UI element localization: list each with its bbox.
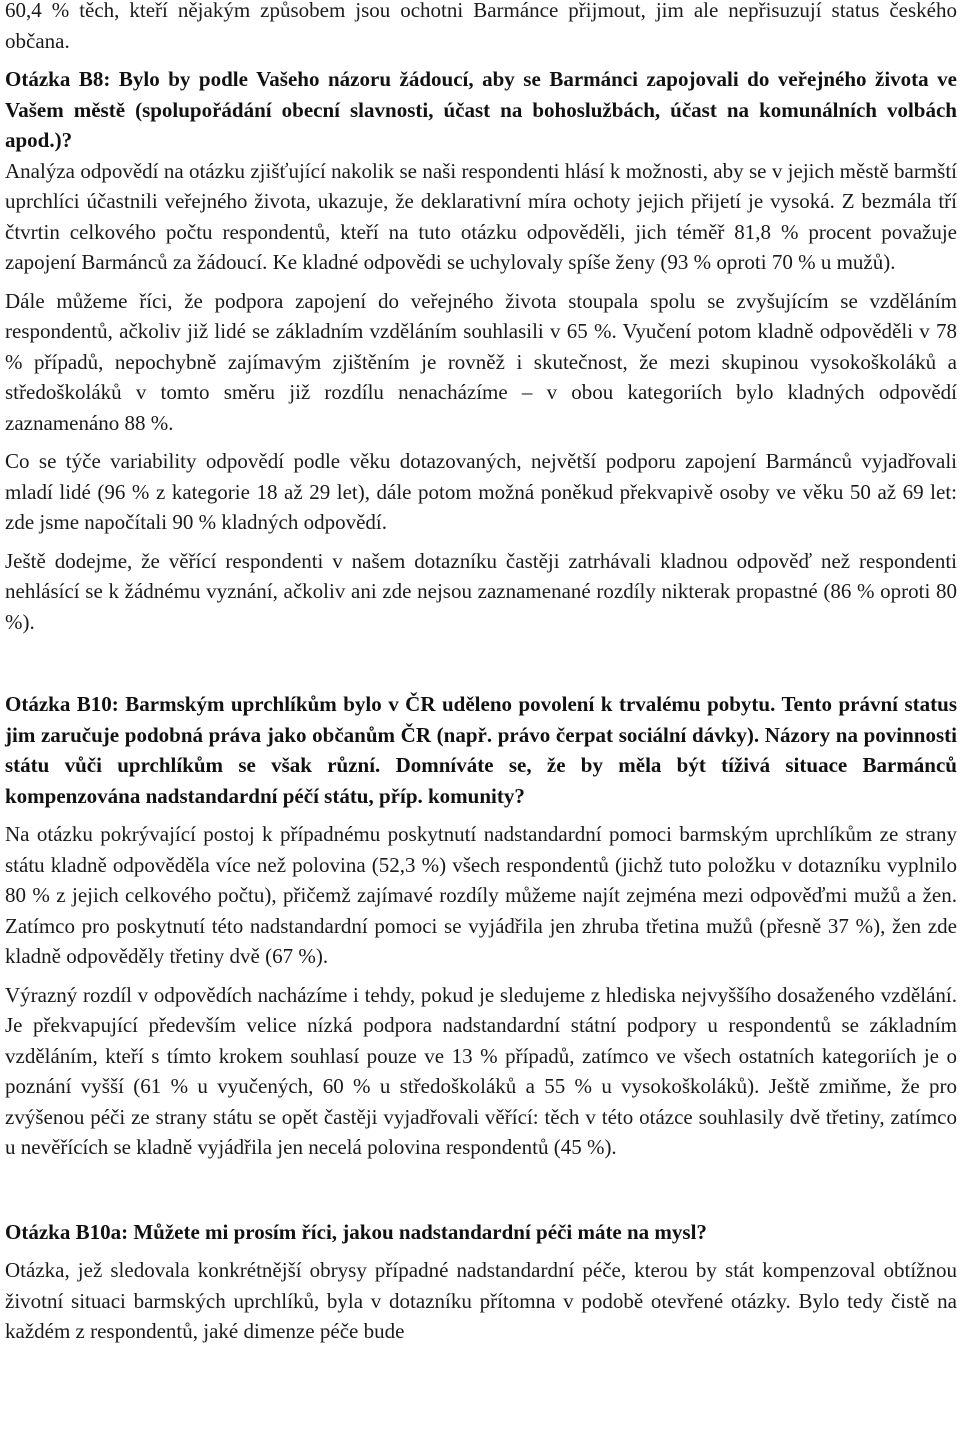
b8-paragraph-2: Dále můžeme říci, že podpora zapojení do veřejného života stoupala spolu se zvyšujícím se vzděláním respondentů, ačkoliv již lidé se základním vzděláním souhlasili v 65 %. Vyučení potom kladně odpověděli v 78 % případů, nepochybně zajímavým zjištěním je rovněž i skutečnost, že mezi skupinou vysokoškoláků a středoškoláků v tomto směru již rozdílu nenacházíme – v obou kategoriích bylo kladných odpovědí zaznamenáno 88 %. <box>5 288 957 435</box>
b8-paragraph-1: Analýza odpovědí na otázku zjišťující nakolik se naši respondenti hlásí k možnosti, aby se v jejich městě barmští uprchlíci účastnili veřejného života, ukazuje, že deklarativní míra ochoty jejich přijetí je vysoká. Z bezmála tří čtvrtin celkového počtu respondentů, kteří na tuto otázku odpověděli, jich téměř 81,8 % procent považuje zapojení Barmánců za žádoucí. Ke kladné odpovědi se uchylovaly spíše ženy (93 % oproti 70 % u mužů). <box>5 158 957 274</box>
question-b10a: Otázka B10a: Můžete mi prosím říci, jakou nadstandardní péči máte na mysl? <box>5 1219 707 1244</box>
b10a-paragraph: Otázka, jež sledovala konkrétnější obrysy případné nadstandardní péče, kterou by stát kompenzoval obtížnou životní situaci barmských uprchlíků, byla v dotazníku přítomna v podobě otevřené otázky. Bylo tedy čistě na každém z respondentů, jaké dimenze péče bude <box>5 1258 957 1343</box>
section-spacer <box>5 1171 957 1217</box>
section-spacer <box>5 645 957 689</box>
b8-paragraph-3: Co se týče variability odpovědí podle věku dotazovaných, největší podporu zapojení Barmánců vyjadřovali mladí lidé (96 % z kategorie 18 až 29 let), dále potom možná poněkud překvapivě osoby ve věku 50 až 69 let: zde jsme napočítali 90 % kladných odpovědí. <box>5 449 957 534</box>
b8-paragraph-4: Ještě dodejme, že věřící respondenti v našem dotazníku častěji zatrhávali kladnou odpověď než respondenti nehlásící se k žádnému vyznání, ačkoliv ani zde nejsou zaznamenané rozdíly nikterak propastné (86 % oproti 80 %). <box>5 548 957 634</box>
b10-paragraph-1: Na otázku pokrývající postoj k případnému poskytnutí nadstandardní pomoci barmským uprchlíkům ze strany státu kladně odpověděla více než polovina (52,3 %) všech respondentů (jichž tuto položku v dotazníku vyplnilo 80 % z jejich celkového počtu), přičemž zajímavé rozdíly můžeme najít zejména mezi odpověďmi mužů a žen. Zatímco pro poskytnutí této nadstandardní pomoci se vyjádřila jen zhruba třetina mužů (přesně 37 %), žen zde kladně odpověděly třetiny dvě (67 %). <box>5 822 957 968</box>
question-b10: Otázka B10: Barmským uprchlíkům bylo v ČR uděleno povolení k trvalému pobytu. Tento právní status jim zaručuje podobná práva jako občanům ČR (např. právo čerpat sociální dávky). Názory na povinnosti státu vůči uprchlíkům se však různí. Domníváte se, že by měla být tíživá situace Barmánců kompenzována nadstandardní péčí státu, příp. komunity? <box>5 692 957 808</box>
b10-paragraph-2: Výrazný rozdíl v odpovědích nacházíme i tehdy, pokud je sledujeme z hlediska nejvyššího dosaženého vzdělání. Je překvapující především velice nízká podpora nadstandardní státní podpory u respondentů se základním vzděláním, kteří s tímto krokem souhlasí pouze ve 13 % případů, zatímco ve všech ostatních kategoriích je o poznání vyšší (61 % u vyučených, 60 % u středoškoláků a 55 % u vysokoškoláků). Ještě zmiňme, že pro zvýšenou péči ze strany státu se opět častěji vyjadřovali věřící: těch v této otázce souhlasily dvě třetiny, zatímco u nevěřících se kladně vyjádřila jen necelá polovina respondentů (45 %). <box>5 982 957 1159</box>
question-b8: Otázka B8: Bylo by podle Vašeho názoru žádoucí, aby se Barmánci zapojovali do veřejného života ve Vašem městě (spolupořádání obecní slavnosti, účast na bohoslužbách, účast na komunálních volbách apod.)? <box>5 67 957 152</box>
intro-fragment: 60,4 % těch, kteří nějakým způsobem jsou ochotni Barmánce přijmout, jim ale nepřisuzují status českého občana. <box>5 0 957 53</box>
document-page <box>5 0 957 1347</box>
